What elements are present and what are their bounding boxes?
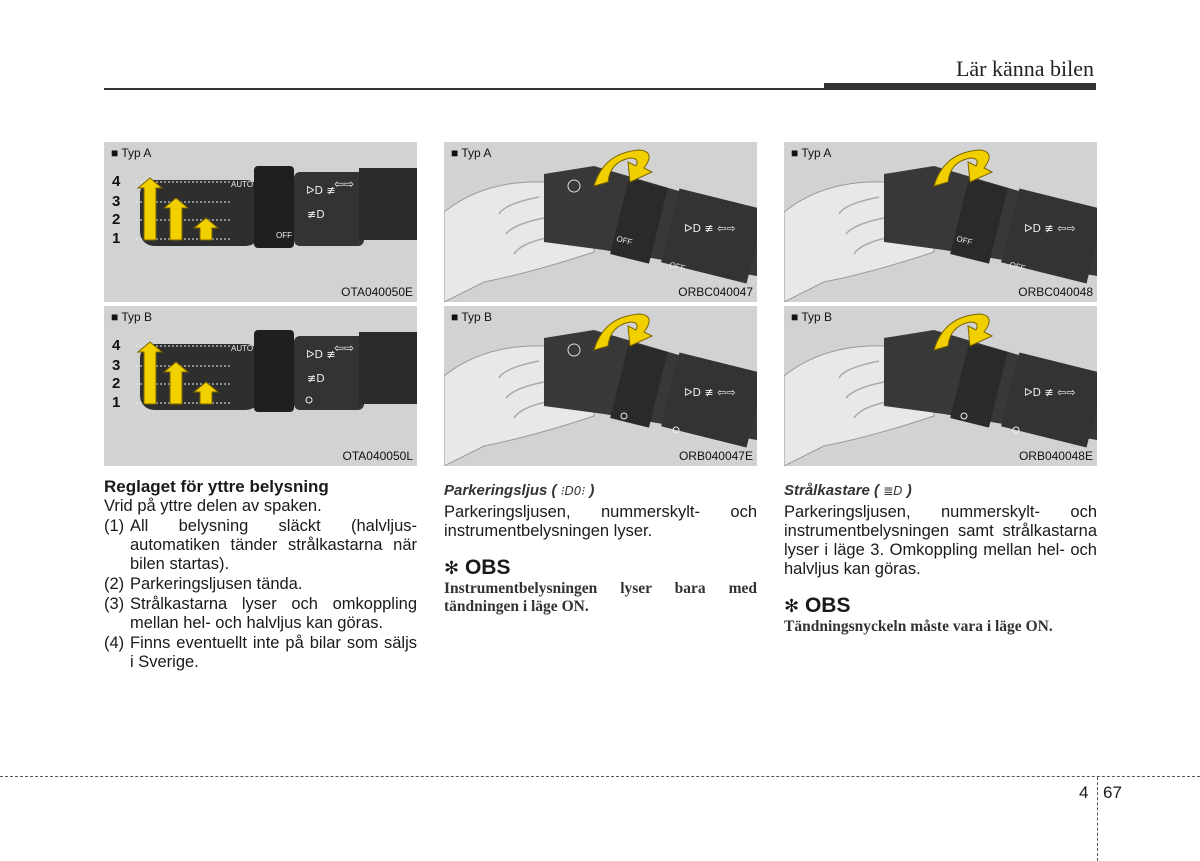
text-column-parking-lights (444, 481, 757, 616)
list-item-number: (3) (104, 595, 125, 613)
figure-code: OTA040050L (342, 449, 413, 463)
position-3: 3 (112, 357, 121, 374)
lever-label-off-2: OFF (1008, 260, 1027, 273)
lever-label-off: OFF (276, 231, 292, 240)
heading-text: Strålkastare ( (784, 482, 880, 499)
list-item (104, 634, 417, 672)
list-item-number: (4) (104, 634, 125, 652)
lever-label-off-2: OFF (668, 260, 687, 273)
section-title: Lär känna bilen (955, 56, 1094, 81)
lever-label-off: OFF (615, 234, 634, 247)
figure-type-label: ■ Typ B (791, 310, 833, 324)
lever-label-auto: AUTO (231, 344, 254, 353)
parking-light-icon: ⁝D0⁝ (560, 484, 586, 498)
obs-label: OBS (464, 556, 511, 579)
figure-type-label: ■ Typ A (451, 146, 492, 160)
figure-type-label: ■ Typ B (111, 310, 153, 324)
header-rule-thin (104, 88, 824, 90)
position-4: 4 (112, 337, 121, 354)
svg-text:ᐅD ≢: ᐅD ≢ (306, 348, 336, 361)
list-item-number: (1) (104, 517, 125, 535)
hand-lever-illustration (784, 142, 1097, 302)
footer-dashed-divider (1097, 777, 1098, 861)
svg-text:ᐅD ≢ ⇦⇨: ᐅD ≢ ⇦⇨ (684, 386, 736, 399)
hand-lever-illustration (444, 306, 757, 466)
figure-hand-parking-type-a (444, 142, 757, 302)
list-item-text: Finns eventuellt inte på bilar som säljs i Sverige. (130, 634, 417, 671)
obs-text: Tändningsnyckeln måste vara i läge ON. (784, 618, 1053, 635)
position-1: 1 (112, 394, 121, 411)
header-rule-thick (824, 83, 1096, 90)
heading-exterior-lighting: Reglaget för yttre belysning (104, 477, 329, 496)
heading-close: ) (906, 482, 912, 499)
figure-lever-type-b (104, 306, 417, 466)
hand-lever-illustration (784, 306, 1097, 466)
figure-hand-headlight-type-b (784, 306, 1097, 466)
heading-headlights (784, 481, 1097, 501)
figure-code: ORB040048E (1018, 449, 1093, 463)
heading-parking-lights (444, 481, 757, 501)
svg-text:≢D: ≢D (307, 208, 325, 221)
obs-heading (444, 558, 757, 578)
page-number: 67 (1103, 783, 1122, 802)
lever-illustration (104, 306, 417, 466)
lever-label-auto: AUTO (231, 180, 254, 189)
note-star-icon: ✻ (444, 558, 460, 579)
position-2: 2 (112, 211, 121, 228)
figure-type-label: ■ Typ B (451, 310, 493, 324)
list-item (104, 595, 417, 633)
figure-code: ORB040047E (678, 449, 753, 463)
svg-text:ᐅD ≢ ⇦⇨: ᐅD ≢ ⇦⇨ (684, 222, 736, 235)
lever-illustration (104, 142, 417, 302)
list-item-text: Parkeringsljusen tända. (130, 575, 303, 593)
svg-text:⇦⇨: ⇦⇨ (334, 341, 355, 355)
figure-hand-parking-type-b (444, 306, 757, 466)
position-1: 1 (112, 230, 121, 247)
lever-label-off: OFF (955, 234, 974, 247)
figure-lever-type-a (104, 142, 417, 302)
obs-heading (784, 596, 1097, 616)
list-item-text: All belysning släckt (halvljus-automatiken tänder strålkastarna när bilen startas). (130, 517, 417, 573)
headlight-icon: ≣D (883, 484, 903, 498)
text-column-exterior-lighting (104, 477, 417, 672)
figure-code: ORBC040048 (1018, 285, 1093, 299)
body-text: Parkeringsljusen, nummerskylt- och instrumentbelysningen lyser. (444, 503, 757, 540)
figure-code: ORBC040047 (678, 285, 753, 299)
svg-text:≢D: ≢D (307, 372, 325, 385)
note-star-icon: ✻ (784, 596, 800, 617)
svg-text:ᐅD ≢ ⇦⇨: ᐅD ≢ ⇦⇨ (1024, 386, 1076, 399)
footer-dashed-line (0, 776, 1200, 777)
list-item (104, 575, 417, 594)
heading-close: ) (589, 482, 595, 499)
obs-text: Instrumentbelysningen lyser bara med tändningen i läge ON. (444, 580, 757, 615)
svg-text:ᐅD ≢: ᐅD ≢ (306, 184, 336, 197)
list-item-number: (2) (104, 575, 125, 593)
intro-text: Vrid på yttre delen av spaken. (104, 497, 322, 515)
svg-text:⇦⇨: ⇦⇨ (334, 177, 355, 191)
heading-text: Parkeringsljus ( (444, 482, 557, 499)
obs-label: OBS (804, 594, 851, 617)
chapter-number: 4 (1079, 783, 1089, 802)
position-4: 4 (112, 173, 121, 190)
svg-text:ᐅD ≢ ⇦⇨: ᐅD ≢ ⇦⇨ (1024, 222, 1076, 235)
position-2: 2 (112, 375, 121, 392)
figure-type-label: ■ Typ A (111, 146, 152, 160)
position-3: 3 (112, 193, 121, 210)
body-text: Parkeringsljusen, nummerskylt- och instrumentbelysningen samt strålkastarna lyser i läge 3. Omkoppling mellan hel- och halvljus kan göras. (784, 503, 1097, 578)
list-item (104, 517, 417, 574)
figure-type-label: ■ Typ A (791, 146, 832, 160)
figure-code: OTA040050E (341, 285, 413, 299)
hand-lever-illustration (444, 142, 757, 302)
text-column-headlights (784, 481, 1097, 636)
list-item-text: Strålkastarna lyser och omkoppling mellan hel- och halvljus kan göras. (130, 595, 417, 632)
figure-hand-headlight-type-a (784, 142, 1097, 302)
